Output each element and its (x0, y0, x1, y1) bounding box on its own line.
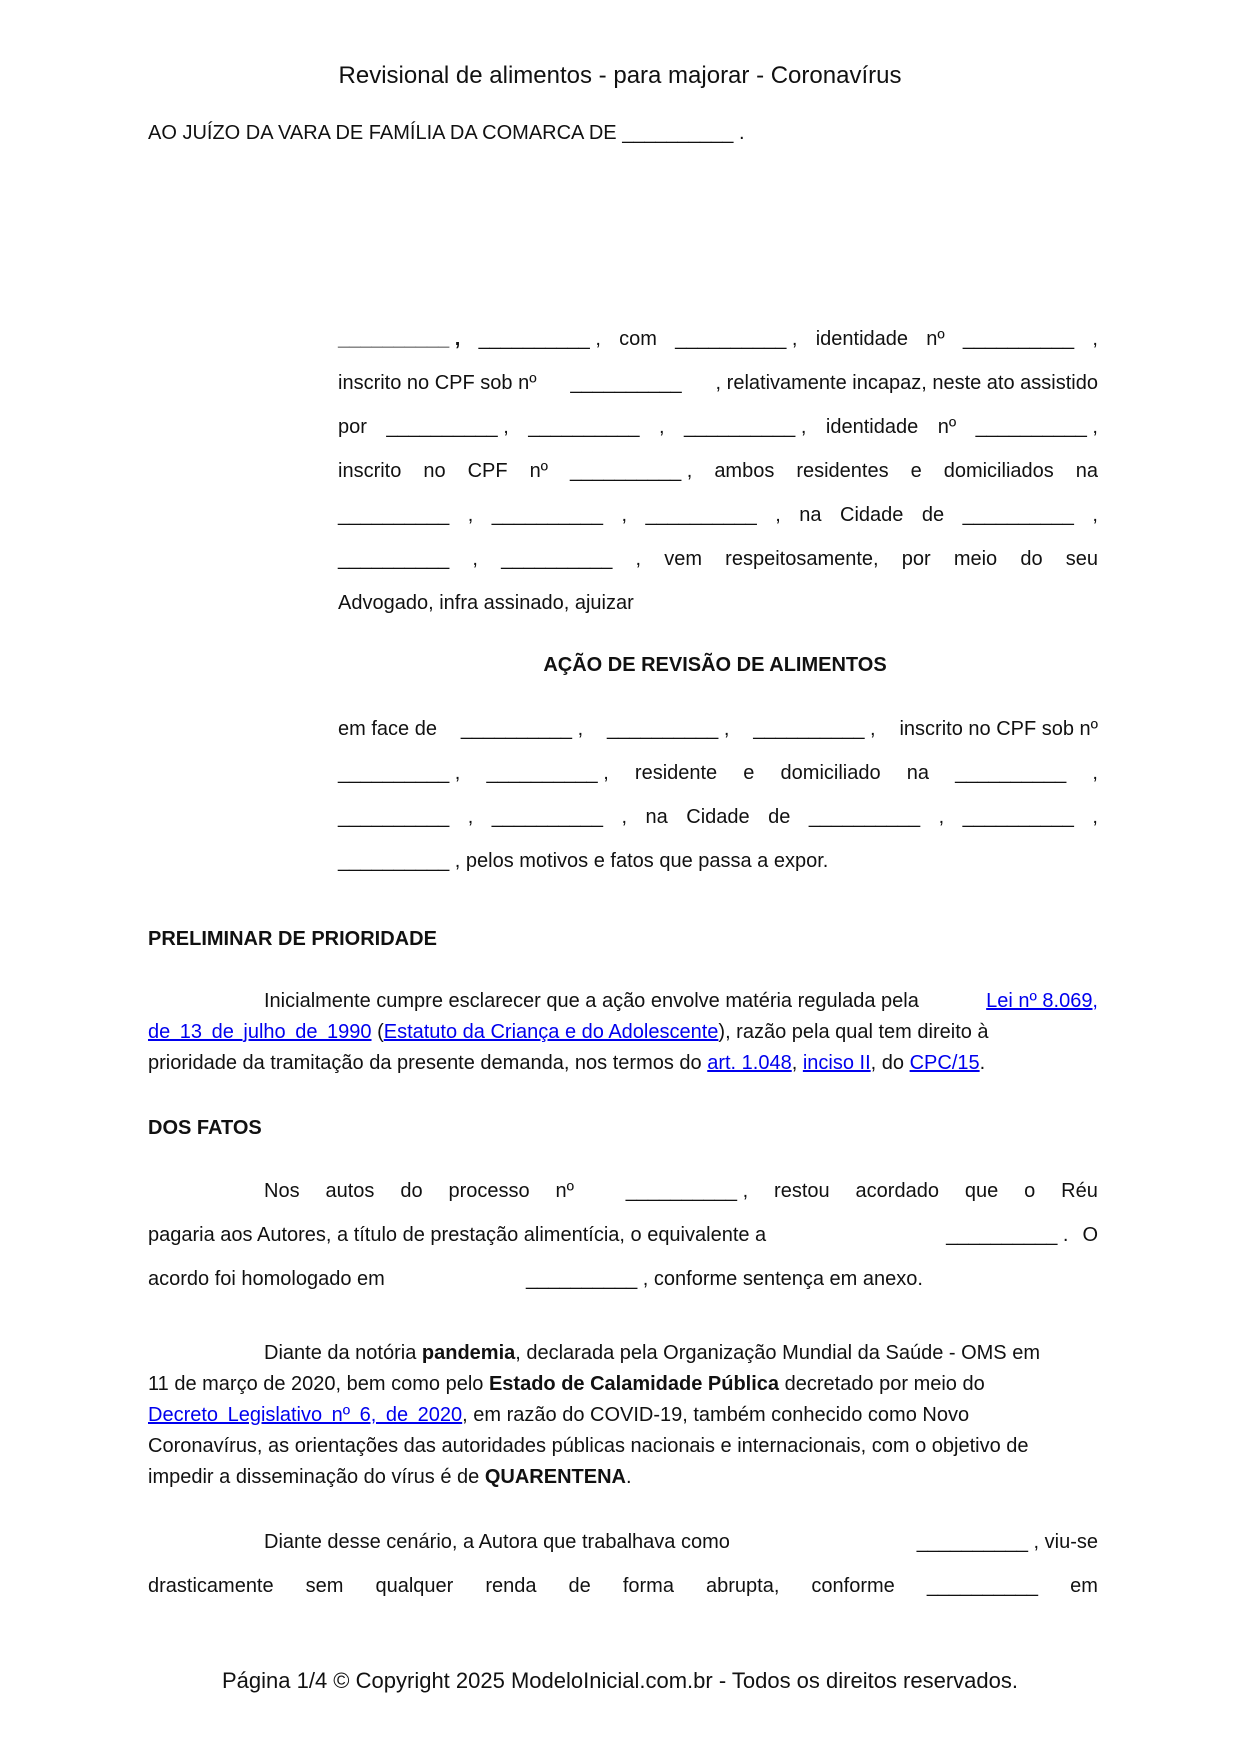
pandemic-text: . (625, 1466, 632, 1488)
pandemic-text: , em razão do COVID-19, também conhecido como Novo (462, 1404, 970, 1426)
text-token: nº (555, 1180, 574, 1202)
qualification-line-1 (338, 328, 1098, 354)
text-token: , (621, 806, 628, 828)
text-token: nº (926, 328, 945, 350)
section-heading-facts: DOS FATOS (148, 1117, 262, 1139)
decreto-legislativo-link[interactable]: Decreto Legislativo nº 6, de 2020 (148, 1404, 463, 1426)
blank-field: __________ (962, 328, 1075, 350)
addressee-line: AO JUÍZO DA VARA DE FAMÍLIA DA COMARCA DE __________ . (148, 122, 745, 144)
text-token: por (338, 416, 367, 438)
action-title: AÇÃO DE REVISÃO DE ALIMENTOS (543, 654, 887, 676)
text-token: no (423, 460, 446, 482)
blank-field: __________ , (386, 416, 509, 438)
text-token: Cidade (686, 806, 750, 828)
text-token: com (619, 328, 657, 350)
priority-paragraph-line-1 (148, 990, 1098, 1013)
blank-field: __________ (570, 372, 682, 394)
text-token: conforme (811, 1575, 895, 1597)
text-token: , (775, 504, 781, 526)
priority-text: ), razão pela qual tem direito à (718, 1021, 989, 1043)
pandemic-text: decretado por meio do (779, 1373, 985, 1395)
pandemic-text: , declarada pela Organização Mundial da Saúde - OMS em (515, 1342, 1040, 1364)
text-token: , (472, 548, 478, 570)
qualification-line-7: Advogado, infra assinado, ajuizar (338, 592, 634, 614)
respondent-line-1 (338, 718, 1098, 744)
priority-paragraph-line-3 (148, 1052, 1098, 1075)
blank-field: __________ (962, 806, 1074, 828)
blank-field: __________ , (478, 328, 601, 350)
blank-field: __________ (338, 548, 450, 570)
text-token: forma (622, 1575, 674, 1597)
text-token: , (1092, 806, 1098, 828)
blank-field: __________ , (675, 328, 798, 350)
facts-line-2 (148, 1224, 1098, 1247)
text-token: processo (448, 1180, 530, 1202)
blank-field: __________ (501, 548, 613, 570)
blank-field: __________ , (338, 762, 461, 784)
text-token: autos (325, 1180, 375, 1202)
blank-field: __________ (528, 416, 640, 438)
text-token: na (799, 504, 822, 526)
pandemic-paragraph-line-5 (148, 1466, 1098, 1489)
scenario-paragraph-line-1 (148, 1531, 1098, 1554)
document-header-title: Revisional de alimentos - para majorar - Coronavírus (338, 62, 902, 89)
facts-text: O (1082, 1224, 1098, 1246)
text-token: nº (937, 416, 957, 438)
section-heading-priority: PRELIMINAR DE PRIORIDADE (148, 928, 437, 950)
priority-text: , do (870, 1052, 910, 1074)
text-token: inscrito no CPF sob nº (899, 718, 1098, 740)
blank-field: __________ (962, 504, 1074, 526)
scenario-text: __________ , viu-se (916, 1531, 1098, 1553)
text-token: o (1024, 1180, 1036, 1202)
text-token: inscrito (338, 460, 402, 482)
text-token: e (743, 762, 755, 784)
qualification-line-2 (338, 372, 1098, 398)
text-token: qualquer (375, 1575, 454, 1597)
text-token: , (1092, 504, 1098, 526)
pandemic-text: Diante da notória (264, 1342, 422, 1364)
priority-paragraph-line-2 (148, 1021, 1098, 1044)
respondent-line-4: __________ , pelos motivos e fatos que passa a expor. (338, 850, 829, 872)
pandemic-text: impedir a disseminação do vírus é de (148, 1466, 485, 1488)
pandemic-text: 11 de março de 2020, bem como pelo (148, 1373, 489, 1395)
blank-field: __________ , (625, 1180, 749, 1202)
pandemic-paragraph-line-4: Coronavírus, as orientações das autoridades públicas nacionais e internacionais, com o objetivo de (148, 1435, 1029, 1457)
text-token: , (1092, 328, 1098, 350)
qualification-line-5 (338, 504, 1098, 530)
facts-blank: __________ . (946, 1224, 1069, 1246)
text-token: na (1075, 460, 1098, 482)
qualification-line-3 (338, 416, 1098, 442)
blank-field: __________ , (684, 416, 807, 438)
text-token: e (910, 460, 922, 482)
blank-field: __________ , (607, 718, 730, 740)
pandemic-bold: pandemia (421, 1342, 516, 1364)
text-token: seu (1065, 548, 1098, 570)
text-token: , (467, 806, 474, 828)
blank-field: __________ , (569, 460, 693, 482)
blank-field: __________ (491, 504, 603, 526)
lei-date-link[interactable]: de 13 de julho de 1990 (148, 1021, 372, 1043)
text-token: em face de (338, 718, 437, 740)
blank-field: __________ , (975, 416, 1098, 438)
blank-field: __________ (338, 806, 450, 828)
text-token: domiciliado (780, 762, 881, 784)
priority-text: , (791, 1052, 803, 1074)
text-token: domiciliados (943, 460, 1054, 482)
pandemic-paragraph-line-3 (148, 1404, 1098, 1427)
priority-text: prioridade da tramitação da presente demanda, nos termos do (148, 1052, 708, 1074)
blank-field: __________ (491, 806, 603, 828)
priority-text: . (979, 1052, 986, 1074)
text-token: que (964, 1180, 999, 1202)
text-token: de (568, 1575, 591, 1597)
text-token: residente (634, 762, 718, 784)
text-token: acordado (855, 1180, 939, 1202)
text-token: de (921, 504, 945, 526)
blank-field: __________ (955, 762, 1067, 784)
text-token: sem (305, 1575, 344, 1597)
text-token: , relativamente incapaz, neste ato assistido (715, 372, 1098, 394)
facts-line-3 (148, 1268, 1098, 1291)
text-token: vem (664, 548, 703, 570)
text-token: renda (485, 1575, 537, 1597)
text-token: identidade (825, 416, 919, 438)
lei-8069-link[interactable]: Lei nº 8.069, (986, 990, 1098, 1012)
text-token: respeitosamente, (725, 548, 879, 570)
text-token: identidade (815, 328, 909, 350)
text-token: na (906, 762, 929, 784)
cpc-15-link[interactable]: CPC/15 (909, 1052, 980, 1074)
calamidade-bold: Estado de Calamidade Pública (488, 1373, 780, 1395)
text-token: drasticamente (148, 1575, 274, 1597)
inciso-ii-link[interactable]: inciso II (802, 1052, 871, 1074)
text-token: , (658, 416, 665, 438)
text-token: nº (529, 460, 548, 482)
text-token: residentes (796, 460, 889, 482)
blank-field: __________ (645, 504, 757, 526)
text-token: na (645, 806, 668, 828)
blank-field: __________ , (460, 718, 584, 740)
pandemic-paragraph-line-2 (148, 1373, 1098, 1396)
blank-field: __________ (926, 1575, 1039, 1597)
blank-field: __________ , (486, 762, 609, 784)
text-token: , (635, 548, 642, 570)
facts-text: pagaria aos Autores, a título de prestação alimentícia, o equivalente a (148, 1224, 767, 1246)
page-footer: Página 1/4 © Copyright 2025 ModeloInicial.com.br - Todos os direitos reservados. (222, 1668, 1018, 1693)
respondent-line-3 (338, 806, 1098, 832)
text-token: restou (774, 1180, 830, 1202)
text-token: Nos (264, 1180, 300, 1202)
text-token: , (938, 806, 945, 828)
text-token: em (1070, 1575, 1098, 1597)
text-token: abrupta, (705, 1575, 780, 1597)
scenario-paragraph-line-2 (148, 1575, 1098, 1598)
qualification-line-6 (338, 548, 1098, 574)
text-token: de (768, 806, 791, 828)
facts-text: acordo foi homologado em (148, 1268, 385, 1290)
blank-field: __________ , (753, 718, 876, 740)
facts-line-1 (148, 1180, 1098, 1203)
text-token: do (400, 1180, 423, 1202)
text-token: ambos (714, 460, 775, 482)
blank-field: __________ (808, 806, 921, 828)
text-token: inscrito no CPF sob nº (338, 372, 537, 394)
text-token: Cidade (840, 504, 904, 526)
priority-text: ( (371, 1021, 384, 1043)
text-token: , (1092, 762, 1098, 784)
text-token: , (467, 504, 474, 526)
text-token: meio (953, 548, 998, 570)
respondent-line-2 (338, 762, 1098, 788)
qualification-line-4 (338, 460, 1098, 486)
blank-field: __________ , (338, 328, 461, 350)
scenario-text: Diante desse cenário, a Autora que trabalhava como (264, 1531, 730, 1553)
facts-text: __________ , conforme sentença em anexo. (526, 1268, 923, 1290)
quarentena-bold: QUARENTENA (484, 1466, 626, 1488)
text-token: Réu (1061, 1180, 1098, 1202)
blank-field: __________ (338, 504, 450, 526)
text-token: , (621, 504, 628, 526)
art-1048-link[interactable]: art. 1.048 (707, 1052, 792, 1074)
text-token: por (901, 548, 931, 570)
priority-text: Inicialmente cumpre esclarecer que a ação envolve matéria regulada pela (264, 990, 919, 1012)
pandemic-paragraph-line-1 (148, 1342, 1214, 1365)
eca-link[interactable]: Estatuto da Criança e do Adolescente (383, 1021, 719, 1043)
text-token: CPF (467, 460, 508, 482)
text-token: do (1020, 548, 1043, 570)
